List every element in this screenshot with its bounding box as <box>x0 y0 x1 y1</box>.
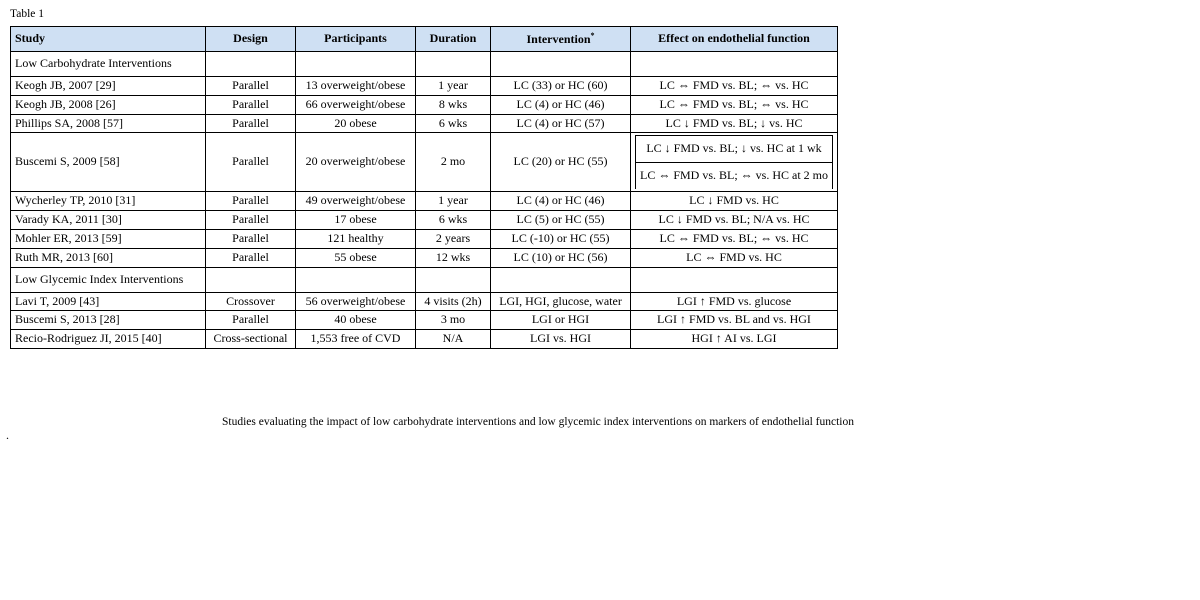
section-label: Low Carbohydrate Interventions <box>11 52 206 77</box>
cell-study: Varady KA, 2011 [30] <box>11 211 206 230</box>
section-blank-effect <box>631 267 838 292</box>
cell-duration: 12 wks <box>416 248 491 267</box>
cell-intervention: LGI, HGI, glucose, water <box>491 292 631 311</box>
cell-study: Phillips SA, 2008 [57] <box>11 114 206 133</box>
cell-duration: 6 wks <box>416 114 491 133</box>
table-row <box>11 114 838 133</box>
column-header-participants: Participants <box>296 27 416 52</box>
cell-study: Keogh JB, 2008 [26] <box>11 95 206 114</box>
cell-design: Parallel <box>206 77 296 96</box>
cell-intervention: LC (20) or HC (55) <box>491 133 631 192</box>
cell-study: Ruth MR, 2013 [60] <box>11 248 206 267</box>
cell-effect: LC ↓ FMD vs. HC <box>631 192 838 211</box>
cell-intervention: LC (10) or HC (56) <box>491 248 631 267</box>
cell-effect: LC ↓ FMD vs. BL; N/A vs. HC <box>631 211 838 230</box>
cell-design: Crossover <box>206 292 296 311</box>
table-row <box>11 292 838 311</box>
cell-intervention: LC (33) or HC (60) <box>491 77 631 96</box>
cell-study: Buscemi S, 2013 [28] <box>11 311 206 330</box>
table-header-row <box>11 27 838 52</box>
cell-participants: 49 overweight/obese <box>296 192 416 211</box>
effect-subrow <box>636 163 833 190</box>
cell-study: Keogh JB, 2007 [29] <box>11 77 206 96</box>
table-body <box>11 52 838 349</box>
cell-intervention: LC (5) or HC (55) <box>491 211 631 230</box>
cell-participants: 20 obese <box>296 114 416 133</box>
cell-participants: 13 overweight/obese <box>296 77 416 96</box>
cell-participants: 1,553 free of CVD <box>296 330 416 349</box>
cell-effect: LC ⇔ FMD vs. BL; ⇔ vs. HC at 2 mo <box>636 163 833 190</box>
cell-duration: N/A <box>416 330 491 349</box>
section-row-low-glycemic-index <box>11 267 838 292</box>
section-label: Low Glycemic Index Interventions <box>11 267 206 292</box>
cell-participants: 55 obese <box>296 248 416 267</box>
cell-design: Parallel <box>206 133 296 192</box>
cell-study: Buscemi S, 2009 [58] <box>11 133 206 192</box>
table-row <box>11 229 838 248</box>
section-blank-participants <box>296 267 416 292</box>
section-blank-duration <box>416 52 491 77</box>
cell-effect: HGI ↑ AI vs. LGI <box>631 330 838 349</box>
cell-effect: LC ⇔ FMD vs. HC <box>631 248 838 267</box>
section-blank-design <box>206 52 296 77</box>
cell-study: Lavi T, 2009 [43] <box>11 292 206 311</box>
effect-subrow <box>636 136 833 163</box>
cell-participants: 40 obese <box>296 311 416 330</box>
cell-effect: LC ⇔ FMD vs. BL; ⇔ vs. HC <box>631 95 838 114</box>
table-row <box>11 211 838 230</box>
table-row <box>11 77 838 96</box>
cell-effect: LC ⇔ FMD vs. BL; ⇔ vs. HC <box>631 77 838 96</box>
cell-intervention: LGI or HGI <box>491 311 631 330</box>
cell-effect: LC ↓ FMD vs. BL; ↓ vs. HC at 1 wk <box>636 136 833 163</box>
section-blank-intervention <box>491 267 631 292</box>
studies-table <box>10 26 838 349</box>
cell-design: Parallel <box>206 114 296 133</box>
cell-duration: 1 year <box>416 192 491 211</box>
cell-intervention: LGI vs. HGI <box>491 330 631 349</box>
cell-duration: 8 wks <box>416 95 491 114</box>
cell-participants: 17 obese <box>296 211 416 230</box>
table-row <box>11 330 838 349</box>
table-row <box>11 248 838 267</box>
cell-effect-split <box>631 133 838 192</box>
section-row-low-carbohydrate <box>11 52 838 77</box>
cell-design: Parallel <box>206 229 296 248</box>
cell-intervention: LC (4) or HC (46) <box>491 95 631 114</box>
cell-design: Parallel <box>206 211 296 230</box>
cell-duration: 1 year <box>416 77 491 96</box>
trailing-period: . <box>6 428 9 442</box>
cell-participants: 66 overweight/obese <box>296 95 416 114</box>
section-blank-participants <box>296 52 416 77</box>
table-footnote: Studies evaluating the impact of low carbohydrate interventions and low glycemic index interventions on markers of endothelial function <box>222 416 855 428</box>
cell-effect: LGI ↑ FMD vs. glucose <box>631 292 838 311</box>
cell-study: Mohler ER, 2013 [59] <box>11 229 206 248</box>
table-row <box>11 95 838 114</box>
cell-duration: 6 wks <box>416 211 491 230</box>
column-header-duration: Duration <box>416 27 491 52</box>
cell-effect: LGI ↑ FMD vs. BL and vs. HGI <box>631 311 838 330</box>
cell-intervention: LC (4) or HC (46) <box>491 192 631 211</box>
cell-study: Recio-Rodriguez JI, 2015 [40] <box>11 330 206 349</box>
effect-subtable <box>635 135 833 189</box>
cell-study: Wycherley TP, 2010 [31] <box>11 192 206 211</box>
section-blank-intervention <box>491 52 631 77</box>
cell-participants: 56 overweight/obese <box>296 292 416 311</box>
cell-intervention: LC (-10) or HC (55) <box>491 229 631 248</box>
column-header-intervention <box>491 27 631 52</box>
table-label: Table 1 <box>10 8 45 20</box>
column-header-effect: Effect on endothelial function <box>631 27 838 52</box>
footnote-marker: * <box>590 31 595 41</box>
table-header <box>11 27 838 52</box>
cell-duration: 2 years <box>416 229 491 248</box>
cell-duration: 4 visits (2h) <box>416 292 491 311</box>
cell-effect: LC ⇔ FMD vs. BL; ⇔ vs. HC <box>631 229 838 248</box>
cell-design: Parallel <box>206 311 296 330</box>
table-row <box>11 311 838 330</box>
cell-duration: 3 mo <box>416 311 491 330</box>
cell-duration: 2 mo <box>416 133 491 192</box>
section-blank-design <box>206 267 296 292</box>
cell-participants: 20 overweight/obese <box>296 133 416 192</box>
column-header-design: Design <box>206 27 296 52</box>
cell-design: Parallel <box>206 248 296 267</box>
cell-effect: LC ↓ FMD vs. BL; ↓ vs. HC <box>631 114 838 133</box>
cell-design: Cross-sectional <box>206 330 296 349</box>
column-header-intervention-text: Intervention <box>526 32 591 47</box>
section-blank-effect <box>631 52 838 77</box>
cell-participants: 121 healthy <box>296 229 416 248</box>
cell-design: Parallel <box>206 192 296 211</box>
cell-design: Parallel <box>206 95 296 114</box>
cell-intervention: LC (4) or HC (57) <box>491 114 631 133</box>
section-blank-duration <box>416 267 491 292</box>
table-row <box>11 133 838 192</box>
table-row <box>11 192 838 211</box>
column-header-study: Study <box>11 27 206 52</box>
